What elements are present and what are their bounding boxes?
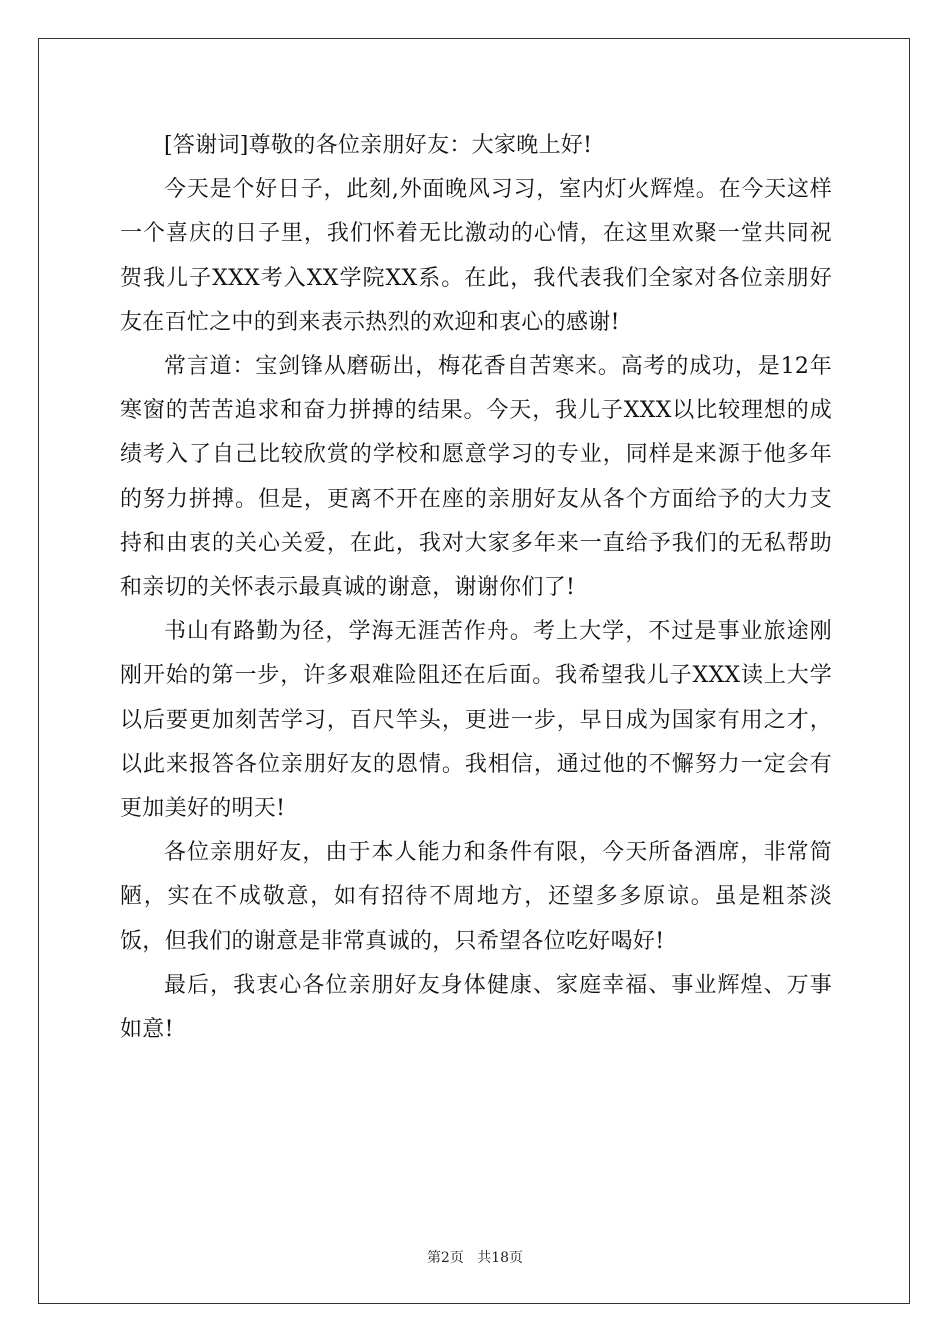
page-footer (0, 1247, 950, 1267)
paragraph-greeting: [答谢词]尊敬的各位亲朋好友：大家晚上好! (164, 133, 593, 158)
page-number: 第2页 (426, 1250, 464, 1266)
paragraph-success: 常言道：宝剑锋从磨砺出，梅花香自苦寒来。高考的成功，是12年寒窗的苦苦追求和奋力拼搏的结果。今天，我儿子XXX以比较理想的成绩考入了自己比较欣赏的学校和愿意学习的专业，同样是来源于他多年的努力拼搏。但是，更离不开在座的亲朋好友从各个方面给予的大力支持和由衷的关心关爱，在此，我对大家多年来一直给予我们的无私帮助和亲切的关怀表示最真诚的谢意，谢谢你们了! (120, 354, 832, 601)
document-body (120, 124, 832, 1052)
paragraph-closing: 最后，我衷心各位亲朋好友身体健康、家庭幸福、事业辉煌、万事如意! (120, 972, 832, 1043)
page-total: 共18页 (477, 1250, 524, 1266)
paragraph-welcome: 今天是个好日子，此刻,外面晚风习习，室内灯火辉煌。在今天这样一个喜庆的日子里，我们怀着无比激动的心情，在这里欢聚一堂共同祝贺我儿子XXX考入XX学院XX系。在此，我代表我们全家对各位亲朋好友在百忙之中的到来表示热烈的欢迎和衷心的感谢! (120, 177, 832, 335)
paragraph-apology: 各位亲朋好友，由于本人能力和条件有限，今天所备酒席，非常简陋，实在不成敬意，如有招待不周地方，还望多多原谅。虽是粗茶淡饭，但我们的谢意是非常真诚的，只希望各位吃好喝好! (120, 840, 832, 954)
paragraph-hope: 书山有路勤为径，学海无涯苦作舟。考上大学，不过是事业旅途刚刚开始的第一步，许多艰难险阻还在后面。我希望我儿子XXX读上大学以后要更加刻苦学习，百尺竿头，更进一步，早日成为国家有用之才，以此来报答各位亲朋好友的恩情。我相信，通过他的不懈努力一定会有更加美好的明天! (120, 619, 832, 822)
